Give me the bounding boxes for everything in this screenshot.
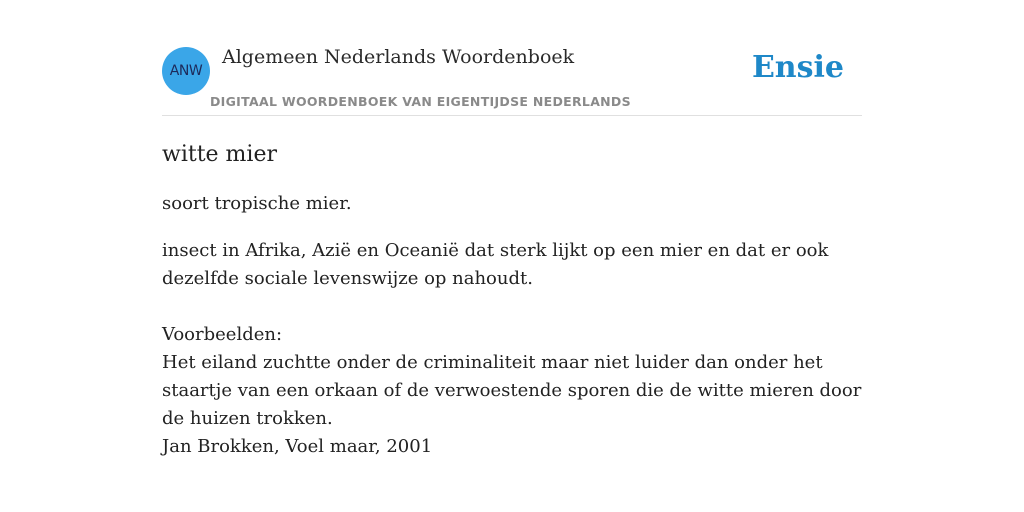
examples-section (162, 321, 862, 461)
entry-headword: witte mier (162, 142, 277, 167)
anw-logo[interactable] (162, 47, 210, 95)
examples-label: Voorbeelden: (162, 324, 283, 345)
site-title[interactable]: Algemeen Nederlands Woordenboek (222, 46, 575, 68)
anw-logo-text: ANW (169, 63, 203, 79)
long-definition: insect in Afrika, Azië en Oceanië dat sterk lijkt op een mier en dat er ook dezelfde sociale levenswijze op nahoudt. (162, 240, 829, 289)
site-subtitle: DIGITAAL WOORDENBOEK VAN EIGENTIJDSE NEDERLANDS (210, 94, 631, 109)
header-divider (162, 115, 862, 116)
ensie-brand-link[interactable]: Ensie (751, 50, 844, 85)
short-definition: soort tropische mier. (162, 193, 352, 214)
entry-content (162, 140, 862, 461)
example-quote: Het eiland zuchtte onder de criminaliteit maar niet luider dan onder het staartje van een orkaan of de verwoestende sporen die de witte mieren door de huizen trokken. (162, 352, 862, 429)
example-source: Jan Brokken, Voel maar, 2001 (162, 436, 433, 457)
